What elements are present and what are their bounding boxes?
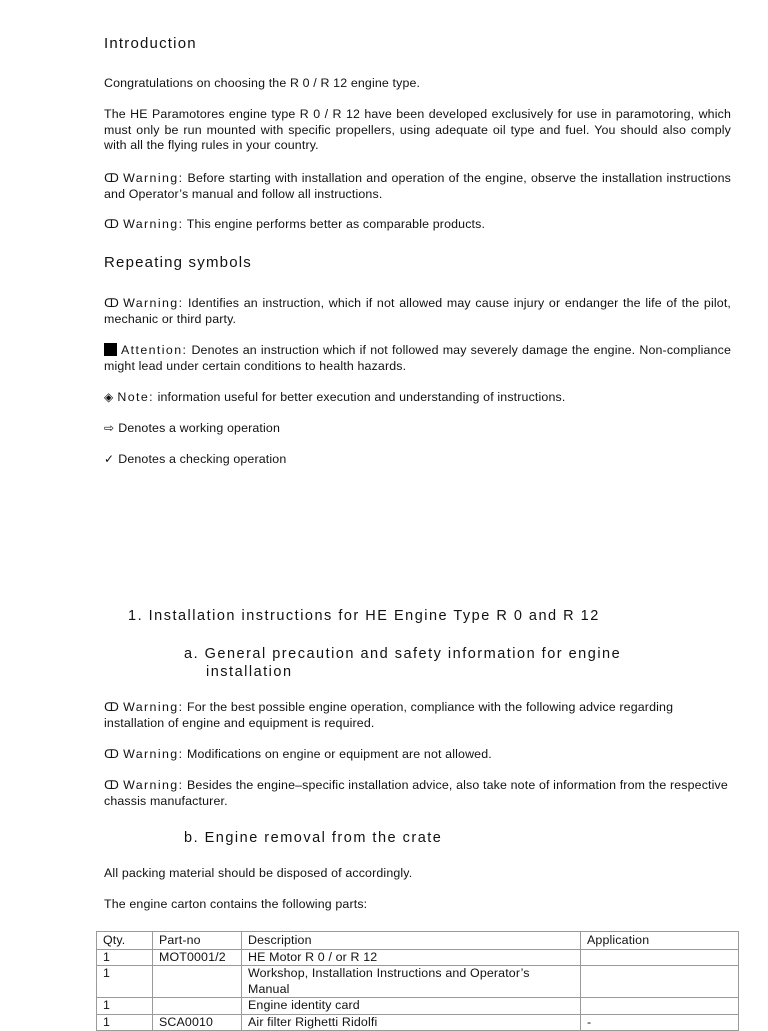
cell-qty: 1 — [97, 949, 153, 966]
cell-part-no: MOT0001/2 — [153, 949, 242, 966]
cell-part-no: SCA0010 — [153, 1014, 242, 1031]
warning-label: Warning: — [123, 700, 184, 714]
cell-application — [581, 998, 739, 1015]
table-row — [97, 998, 739, 1015]
table-row — [97, 966, 739, 998]
warning-text: Besides the engine–specific installation advice, also take note of information from the respective chassis manufacturer. — [104, 778, 728, 808]
attention-square-icon — [104, 343, 117, 356]
intro-warning-2 — [104, 217, 731, 233]
symbol-note — [104, 390, 731, 406]
symbol-checking — [104, 452, 731, 468]
section-warning-2 — [104, 747, 731, 763]
intro-paragraph-1: Congratulations on choosing the R 0 / R 12 engine type. — [104, 76, 421, 90]
cell-description: Workshop, Installation Instructions and Operator’s Manual — [242, 966, 581, 998]
carton-paragraph: The engine carton contains the following parts: — [104, 897, 368, 911]
cell-part-no — [153, 998, 242, 1015]
warning-icon: ↀ — [104, 778, 120, 792]
symbols-heading: Repeating symbols — [104, 254, 252, 271]
section-warning-3 — [104, 778, 731, 809]
checkmark-icon: ✓ — [104, 452, 115, 466]
warning-text: For the best possible engine operation, compliance with the following advice regarding installation of engine and equipment is required. — [104, 700, 674, 730]
note-description: information useful for better execution and understanding of instructions. — [154, 390, 566, 404]
table-row — [97, 949, 739, 966]
symbol-warning — [104, 296, 731, 327]
column-header-qty: Qty. — [97, 932, 153, 950]
column-header-application: Application — [581, 932, 739, 950]
symbol-attention — [104, 343, 731, 374]
intro-heading: Introduction — [104, 35, 197, 52]
warning-icon: ↀ — [104, 700, 120, 714]
section-1b-heading: b. Engine removal from the crate — [184, 830, 443, 846]
cell-description: Engine identity card — [242, 998, 581, 1015]
warning-label: Warning: — [123, 217, 184, 231]
warning-label: Warning: — [123, 171, 184, 185]
warning-text: Before starting with installation and operation of the engine, observe the installation instructions and Operator’s manual and follow all instructions. — [104, 171, 731, 201]
symbol-working — [104, 421, 731, 437]
warning-label: Warning: — [123, 296, 184, 310]
cell-qty: 1 — [97, 966, 153, 998]
warning-icon: ↀ — [104, 171, 120, 185]
checking-description: Denotes a checking operation — [118, 452, 287, 466]
arrow-right-icon: ⇨ — [104, 421, 115, 435]
section-1a-heading: a. General precaution and safety information for engine installation — [184, 646, 622, 680]
cell-qty: 1 — [97, 1014, 153, 1031]
table-row — [97, 1014, 739, 1031]
note-label: Note: — [117, 390, 155, 404]
warning-label: Warning: — [123, 778, 184, 792]
cell-application — [581, 966, 739, 998]
warning-text: Modifications on engine or equipment are not allowed. — [183, 747, 492, 761]
intro-paragraph-2: The HE Paramotores engine type R 0 / R 12 have been developed exclusively for use in paramotoring, which must only be run mounted with specific propellers, using adequate oil type and fuel. You should also comply with all the flying rules in your country. — [104, 107, 731, 153]
warning-icon: ↀ — [104, 747, 120, 761]
cell-qty: 1 — [97, 998, 153, 1015]
warning-icon: ↀ — [104, 217, 120, 231]
section-1-heading: 1. Installation instructions for HE Engine Type R 0 and R 12 — [128, 608, 600, 624]
warning-description: Identifies an instruction, which if not allowed may cause injury or endanger the life of the pilot, mechanic or third party. — [104, 296, 731, 326]
section-warning-1 — [104, 700, 731, 731]
diamond-icon: ◈ — [104, 390, 114, 404]
warning-label: Warning: — [123, 747, 184, 761]
cell-application: - — [581, 1014, 739, 1031]
working-description: Denotes a working operation — [118, 421, 281, 435]
warning-icon: ↀ — [104, 296, 120, 310]
cell-part-no — [153, 966, 242, 998]
cell-application — [581, 949, 739, 966]
table-header-row — [97, 932, 739, 950]
parts-table — [96, 931, 739, 1031]
packing-paragraph: All packing material should be disposed of accordingly. — [104, 866, 413, 880]
attention-description: Denotes an instruction which if not followed may severely damage the engine. Non-compliance might lead under certain conditions to health hazards. — [104, 343, 731, 373]
attention-label: Attention: — [121, 343, 188, 357]
column-header-description: Description — [242, 932, 581, 950]
cell-description: Air filter Righetti Ridolfi — [242, 1014, 581, 1031]
column-header-part-no: Part-no — [153, 932, 242, 950]
warning-text: This engine performs better as comparable products. — [183, 217, 486, 231]
cell-description: HE Motor R 0 / or R 12 — [242, 949, 581, 966]
intro-warning-1 — [104, 171, 731, 202]
